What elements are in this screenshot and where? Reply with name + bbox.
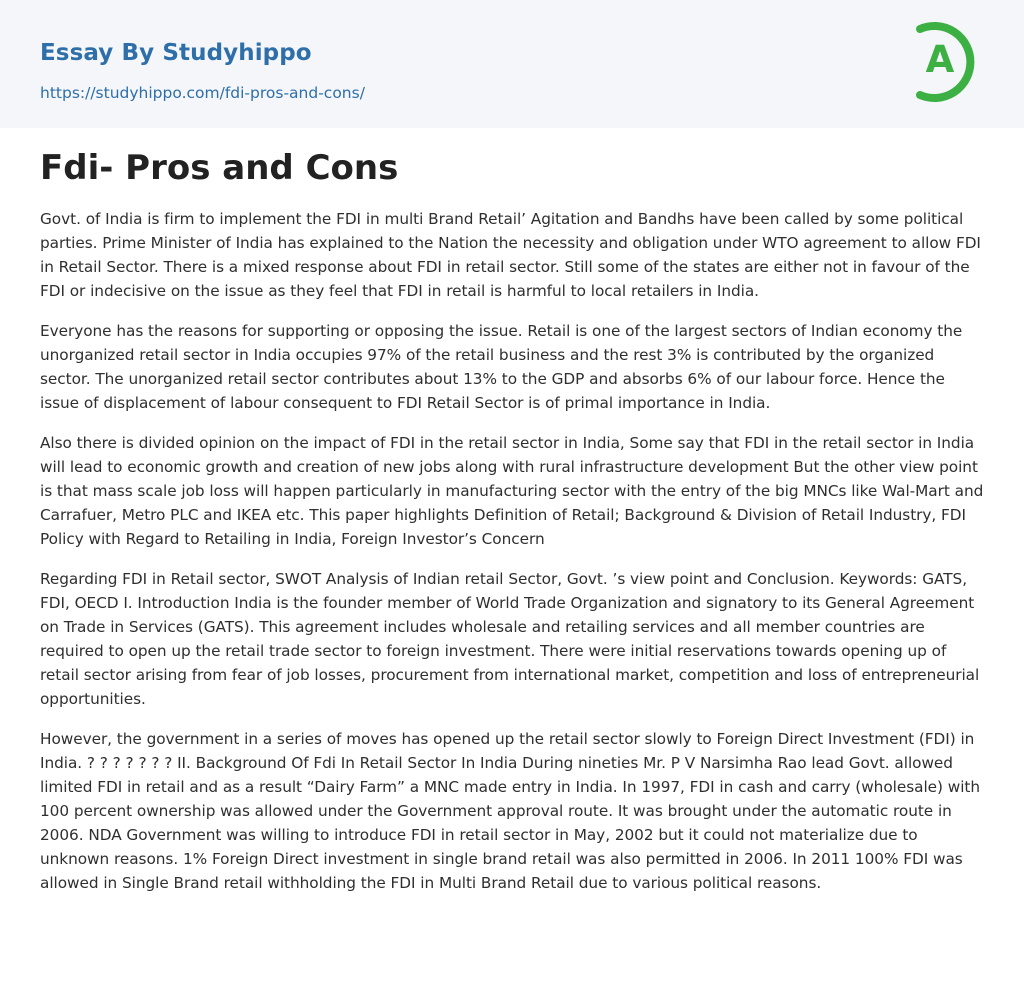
site-brand[interactable]: Essay By Studyhippo bbox=[40, 40, 312, 66]
studyhippo-logo-icon[interactable] bbox=[908, 17, 988, 107]
essay-paragraph: Also there is divided opinion on the impact of FDI in the retail sector in India, Some say that FDI in the retail sector in India will lead to economic growth and creation of new jobs along with rural infrastructure development But the other view point is that mass scale job loss will happen particularly in manufacturing sector with the entry of the big MNCs like Wal-Mart and Carrafuer, Metro PLC and IKEA etc. This paper highlights Definition of Retail; Background & Division of Retail Industry, FDI Policy with Regard to Retailing in India, Foreign Investor’s Concern bbox=[40, 434, 984, 548]
essay-url-link[interactable]: https://studyhippo.com/fdi-pros-and-cons/ bbox=[40, 84, 365, 102]
site-header bbox=[0, 0, 1024, 128]
logo-letter: A bbox=[925, 38, 955, 81]
essay-paragraph: Govt. of India is firm to implement the FDI in multi Brand Retail’ Agitation and Bandhs have been called by some political parties. Prime Minister of India has explained to the Nation the necessity and obligation under WTO agreement to allow FDI in Retail Sector. There is a mixed response about FDI in retail sector. Still some of the states are either not in favour of the FDI or indecisive on the issue as they feel that FDI in retail is harmful to local retailers in India. bbox=[40, 210, 981, 300]
essay-paragraph: Everyone has the reasons for supporting or opposing the issue. Retail is one of the largest sectors of Indian economy the unorganized retail sector in India occupies 97% of the retail business and the rest 3% is contributed by the organized sector. The unorganized retail sector contributes about 13% to the GDP and absorbs 6% of our labour force. Hence the issue of displacement of labour consequent to FDI Retail Sector is of primal importance in India. bbox=[40, 322, 963, 412]
essay-paragraph: Regarding FDI in Retail sector, SWOT Analysis of Indian retail Sector, Govt. ’s view point and Conclusion. Keywords: GATS, FDI, OECD I. Introduction India is the founder member of World Trade Organization and signatory to its General Agreement on Trade in Services (GATS). This agreement includes wholesale and retailing services and all member countries are required to open up the retail trade sector to foreign investment. There were initial reservations towards opening up of retail sector arising from fear of job losses, procurement from international market, competition and loss of entrepreneurial opportunities. bbox=[40, 570, 980, 708]
essay-title: Fdi- Pros and Cons bbox=[40, 148, 399, 188]
essay-content bbox=[40, 142, 984, 911]
essay-paragraph: However, the government in a series of moves has opened up the retail sector slowly to Foreign Direct Investment (FDI) in India. ? ? ? ? ? ? ? II. Background Of Fdi In Retail Sector In India During nineties Mr. P V Narsimha Rao lead Govt. allowed limited FDI in retail and as a result “Dairy Farm” a MNC made entry in India. In 1997, FDI in cash and carry (wholesale) with 100 percent ownership was allowed under the Government approval route. It was brought under the automatic route in 2006. NDA Government was willing to introduce FDI in retail sector in May, 2002 but it could not materialize due to unknown reasons. 1% Foreign Direct investment in single brand retail was also permitted in 2006. In 2011 100% FDI was allowed in Single Brand retail withholding the FDI in Multi Brand Retail due to various political reasons. bbox=[40, 730, 980, 892]
